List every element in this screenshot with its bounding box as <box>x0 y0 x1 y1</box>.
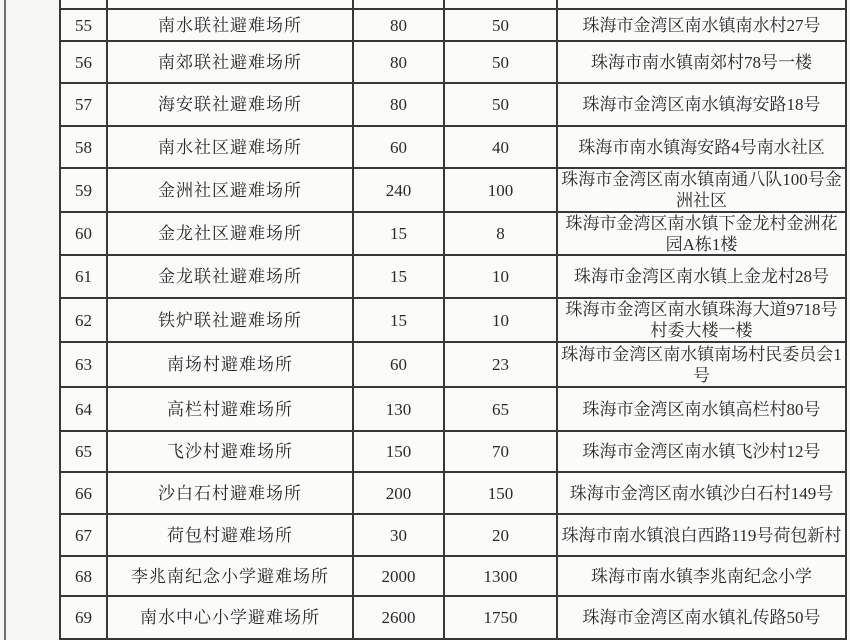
value2-cell: 10 <box>445 299 558 341</box>
value1-cell: 80 <box>354 84 445 125</box>
table-row <box>61 256 845 299</box>
address-cell: 珠海市金湾区南水镇海安路18号 <box>582 95 821 114</box>
table-row <box>61 10 845 42</box>
table-row <box>61 388 845 432</box>
address-cell: 珠海市金湾区南水镇上金龙村28号 <box>574 267 829 286</box>
serial-cell: 66 <box>61 473 108 513</box>
value1-cell: 15 <box>354 213 445 254</box>
value2-cell: 65 <box>445 388 558 430</box>
page-left-rule <box>4 0 6 640</box>
serial-cell: 62 <box>61 299 108 341</box>
value1-cell <box>354 0 445 8</box>
value1-cell: 130 <box>354 388 445 430</box>
address-cell: 珠海市金湾区南水镇下金龙村金洲花园A栋1楼 <box>565 213 838 254</box>
value1-cell: 200 <box>354 473 445 513</box>
address-cell: 珠海市南水镇海安路4号南水社区 <box>578 137 825 157</box>
value2-cell: 50 <box>445 10 558 40</box>
serial-cell: 55 <box>61 10 108 40</box>
name-cell: 金龙联社避难场所 <box>108 256 354 297</box>
serial-cell: 64 <box>61 388 108 430</box>
serial-cell: 60 <box>61 213 108 254</box>
name-cell: 飞沙村避难场所 <box>108 432 354 471</box>
address-cell: 珠海市南水镇浪白西路119号荷包新村 <box>561 525 842 545</box>
value1-cell: 150 <box>354 432 445 471</box>
value1-cell: 2000 <box>354 557 445 595</box>
address-cell: 珠海市金湾区南水镇南水村27号 <box>582 15 821 35</box>
name-cell <box>108 0 354 8</box>
value1-cell: 30 <box>354 515 445 555</box>
table-row <box>61 84 845 127</box>
name-cell: 海安联社避难场所 <box>108 84 354 125</box>
value2-cell: 100 <box>445 169 558 211</box>
value2-cell: 20 <box>445 515 558 555</box>
name-cell: 金洲社区避难场所 <box>108 169 354 211</box>
shelter-table <box>59 0 847 640</box>
name-cell: 高栏村避难场所 <box>108 388 354 430</box>
table-row <box>61 213 845 256</box>
serial-cell: 61 <box>61 256 108 297</box>
serial-cell: 58 <box>61 127 108 167</box>
value2-cell: 40 <box>445 127 558 167</box>
address-cell: 珠海市金湾区南水镇沙白石村149号 <box>569 483 834 503</box>
value2-cell: 10 <box>445 256 558 297</box>
name-cell: 南水联社避难场所 <box>108 10 354 40</box>
value2-cell <box>445 0 558 8</box>
value1-cell: 15 <box>354 299 445 341</box>
serial-cell: 57 <box>61 84 108 125</box>
table-row <box>61 473 845 515</box>
table-row <box>61 557 845 597</box>
table-row <box>61 127 845 169</box>
table-row <box>61 343 845 388</box>
value1-cell: 240 <box>354 169 445 211</box>
value2-cell: 1750 <box>445 597 558 638</box>
name-cell: 铁炉联社避难场所 <box>108 299 354 341</box>
serial-cell: 59 <box>61 169 108 211</box>
table-row-partial-top <box>61 0 845 10</box>
serial-cell: 63 <box>61 343 108 386</box>
name-cell: 沙白石村避难场所 <box>108 473 354 513</box>
name-cell: 南水中心小学避难场所 <box>108 597 354 638</box>
table-row <box>61 432 845 473</box>
name-cell: 南水社区避难场所 <box>108 127 354 167</box>
name-cell: 南场村避难场所 <box>108 343 354 386</box>
table-row <box>61 169 845 213</box>
address-cell: 珠海市南水镇南郊村78号一楼 <box>591 52 812 72</box>
value1-cell: 80 <box>354 10 445 40</box>
value2-cell: 150 <box>445 473 558 513</box>
name-cell: 南郊联社避难场所 <box>108 42 354 82</box>
value2-cell: 50 <box>445 84 558 125</box>
serial-cell <box>61 0 108 8</box>
address-cell: 珠海市金湾区南水镇南场村民委员会1号 <box>561 344 842 385</box>
serial-cell: 68 <box>61 557 108 595</box>
address-cell: 珠海市金湾区南水镇礼传路50号 <box>582 608 821 627</box>
table-row <box>61 597 845 640</box>
value2-cell: 1300 <box>445 557 558 595</box>
serial-cell: 56 <box>61 42 108 82</box>
value1-cell: 2600 <box>354 597 445 638</box>
value1-cell: 60 <box>354 127 445 167</box>
table-row <box>61 299 845 343</box>
name-cell: 荷包村避难场所 <box>108 515 354 555</box>
serial-cell: 65 <box>61 432 108 471</box>
value1-cell: 15 <box>354 256 445 297</box>
value1-cell: 80 <box>354 42 445 82</box>
serial-cell: 69 <box>61 597 108 638</box>
address-cell: 珠海市金湾区南水镇南通八队100号金洲社区 <box>561 170 842 210</box>
address-cell: 珠海市金湾区南水镇珠海大道9718号村委大楼一楼 <box>565 300 838 340</box>
address-cell: 珠海市金湾区南水镇飞沙村12号 <box>582 442 821 461</box>
value2-cell: 70 <box>445 432 558 471</box>
table-row <box>61 515 845 557</box>
name-cell: 李兆南纪念小学避难场所 <box>108 557 354 595</box>
value2-cell: 8 <box>445 213 558 254</box>
address-cell: 珠海市金湾区南水镇高栏村80号 <box>582 399 821 419</box>
value1-cell: 60 <box>354 343 445 386</box>
table-row <box>61 42 845 84</box>
value2-cell: 23 <box>445 343 558 386</box>
serial-cell: 67 <box>61 515 108 555</box>
address-cell: 珠海市南水镇李兆南纪念小学 <box>591 566 812 586</box>
name-cell: 金龙社区避难场所 <box>108 213 354 254</box>
address-cell <box>558 0 845 8</box>
value2-cell: 50 <box>445 42 558 82</box>
